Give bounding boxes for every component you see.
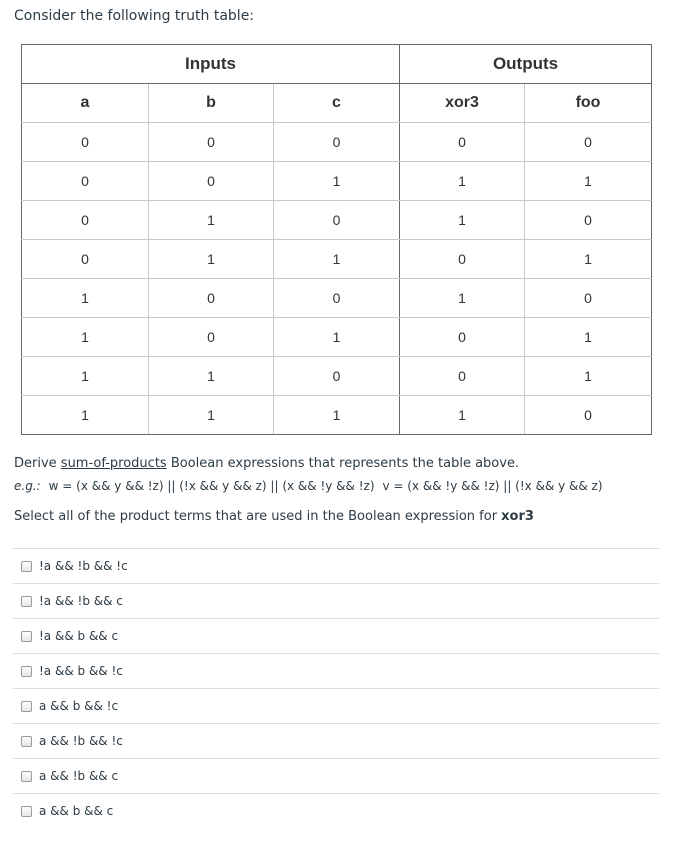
col-header-b: b xyxy=(149,84,274,123)
table-cell: 1 xyxy=(525,240,652,279)
table-cell: 0 xyxy=(22,201,149,240)
table-cell: 0 xyxy=(149,318,274,357)
example-line xyxy=(14,479,603,493)
answer-option-label: !a && !b && c xyxy=(39,594,123,608)
table-cell: 0 xyxy=(400,357,525,396)
table-cell: 0 xyxy=(22,240,149,279)
intro-text: Consider the following truth table: xyxy=(14,8,255,24)
table-cell: 0 xyxy=(274,123,400,162)
table-cell: 1 xyxy=(274,240,400,279)
table-row xyxy=(22,162,652,201)
col-header-c: c xyxy=(274,84,400,123)
answer-option-label: !a && b && c xyxy=(39,629,119,643)
example-v: v = (x && !y && !z) || (!x && y && z) xyxy=(382,479,603,493)
answer-option-label: a && b && c xyxy=(39,804,114,818)
table-row xyxy=(22,357,652,396)
table-cell: 0 xyxy=(400,123,525,162)
group-header-row xyxy=(22,45,652,84)
table-cell: 0 xyxy=(149,279,274,318)
table-row xyxy=(22,123,652,162)
answer-option[interactable] xyxy=(13,723,659,758)
table-cell: 0 xyxy=(525,279,652,318)
col-header-foo: foo xyxy=(525,84,652,123)
table-cell: 1 xyxy=(400,201,525,240)
table-cell: 0 xyxy=(274,201,400,240)
table-cell: 1 xyxy=(525,357,652,396)
derive-instruction xyxy=(14,456,519,471)
answer-option[interactable] xyxy=(13,653,659,688)
inputs-header: Inputs xyxy=(22,45,400,84)
checkbox[interactable] xyxy=(21,771,32,782)
table-cell: 1 xyxy=(22,279,149,318)
table-cell: 0 xyxy=(149,162,274,201)
answer-option-label: !a && b && !c xyxy=(39,664,123,678)
table-cell: 0 xyxy=(274,279,400,318)
table-row xyxy=(22,318,652,357)
answer-option[interactable] xyxy=(13,793,659,828)
table-cell: 1 xyxy=(149,240,274,279)
outputs-header: Outputs xyxy=(400,45,652,84)
checkbox[interactable] xyxy=(21,736,32,747)
table-cell: 0 xyxy=(400,318,525,357)
table-cell: 1 xyxy=(22,357,149,396)
table-cell: 1 xyxy=(400,279,525,318)
checkbox[interactable] xyxy=(21,596,32,607)
derive-text-before: Derive xyxy=(14,456,61,471)
checkbox[interactable] xyxy=(21,806,32,817)
table-row xyxy=(22,240,652,279)
example-label: e.g.: xyxy=(14,479,41,493)
table-cell: 1 xyxy=(274,396,400,435)
answer-option[interactable] xyxy=(13,618,659,653)
column-header-row xyxy=(22,84,652,123)
table-cell: 1 xyxy=(22,318,149,357)
select-prompt xyxy=(14,509,534,524)
checkbox[interactable] xyxy=(21,561,32,572)
table-cell: 1 xyxy=(149,201,274,240)
sum-of-products-link[interactable]: sum-of-products xyxy=(60,456,167,471)
table-cell: 1 xyxy=(400,162,525,201)
select-prompt-target: xor3 xyxy=(501,509,534,524)
derive-text-after: Boolean expressions that represents the table above. xyxy=(166,456,520,471)
checkbox[interactable] xyxy=(21,701,32,712)
table-cell: 0 xyxy=(22,123,149,162)
col-header-a: a xyxy=(22,84,149,123)
answer-option-label: a && !b && !c xyxy=(39,734,123,748)
table-cell: 0 xyxy=(274,357,400,396)
table-row xyxy=(22,279,652,318)
table-cell: 1 xyxy=(22,396,149,435)
table-cell: 0 xyxy=(525,201,652,240)
select-prompt-text: Select all of the product terms that are used in the Boolean expression for xyxy=(14,509,502,524)
answer-option-label: a && b && !c xyxy=(39,699,119,713)
checkbox[interactable] xyxy=(21,631,32,642)
answer-option[interactable] xyxy=(13,688,659,723)
truth-table xyxy=(21,44,652,435)
answer-option-label: a && !b && c xyxy=(39,769,119,783)
table-cell: 0 xyxy=(22,162,149,201)
table-cell: 0 xyxy=(525,396,652,435)
answer-option[interactable] xyxy=(13,583,659,618)
table-cell: 1 xyxy=(525,162,652,201)
col-header-xor3: xor3 xyxy=(400,84,525,123)
answer-option-label: !a && !b && !c xyxy=(39,559,128,573)
table-row xyxy=(22,201,652,240)
table-row xyxy=(22,396,652,435)
table-cell: 1 xyxy=(149,396,274,435)
table-cell: 1 xyxy=(525,318,652,357)
table-cell: 0 xyxy=(400,240,525,279)
checkbox[interactable] xyxy=(21,666,32,677)
table-cell: 1 xyxy=(274,318,400,357)
answer-option[interactable] xyxy=(13,548,659,583)
answer-option[interactable] xyxy=(13,758,659,793)
answer-options xyxy=(13,548,659,828)
table-cell: 0 xyxy=(525,123,652,162)
table-cell: 1 xyxy=(400,396,525,435)
table-cell: 1 xyxy=(149,357,274,396)
example-w: w = (x && y && !z) || (!x && y && z) || (x && !y && !z) xyxy=(48,479,375,493)
table-cell: 1 xyxy=(274,162,400,201)
table-cell: 0 xyxy=(149,123,274,162)
